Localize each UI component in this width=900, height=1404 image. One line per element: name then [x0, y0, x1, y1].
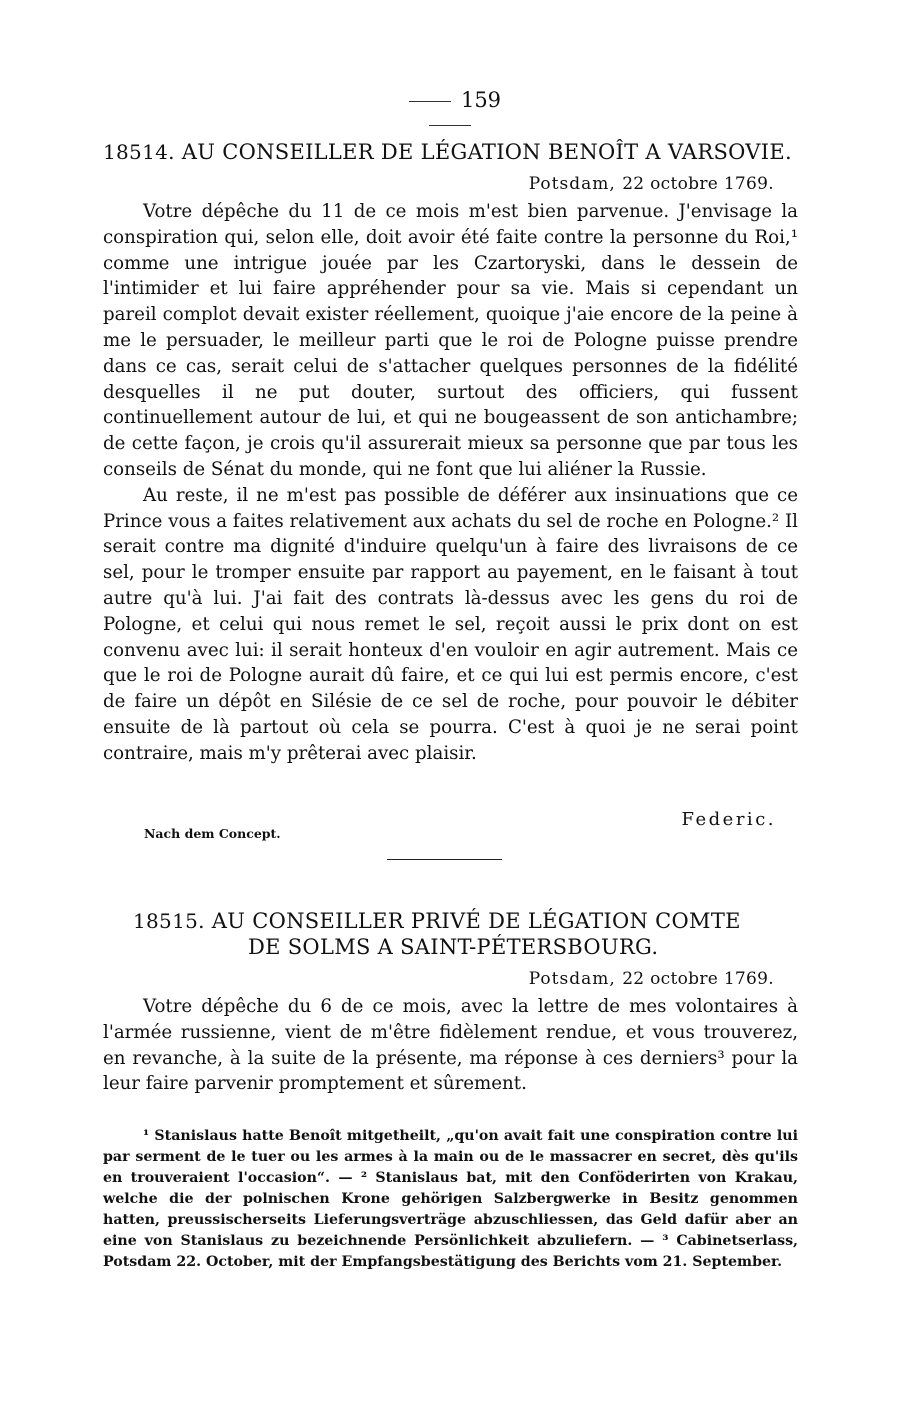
letter2-paragraph: Votre dépêche du 6 de ce mois, avec la lettre de mes volontaires à l'armée russienne, vient de m'être fidèlement rendue, et vous trouverez, en revanche, à la suite de la présente, ma réponse à ces derniers³ pour la leur faire parvenir promptement et sûrement.: [103, 996, 798, 1095]
letter1-signature: Federic.: [681, 809, 776, 830]
letter1-number: 18514.: [103, 140, 175, 164]
footnotes: [103, 1126, 798, 1273]
letter1-date-place: Potsdam,: [528, 174, 616, 194]
letter2-number: 18515.: [133, 909, 205, 933]
letter1-heading: [103, 140, 792, 164]
letter2-heading-line2: DE SOLMS A SAINT-PÉTERSBOURG.: [248, 935, 659, 959]
letter1-body: [103, 199, 798, 767]
section-divider: [387, 859, 502, 860]
letter1-source-note: Nach dem Concept.: [144, 826, 281, 841]
page-number-rule-right: [429, 125, 471, 126]
letter1-title: AU CONSEILLER DE LÉGATION BENOÎT A VARSOVIE.: [181, 140, 792, 164]
letter1-paragraph-2: Au reste, il ne m'est pas possible de déférer aux insinuations que ce Prince vous a faites relativement aux achats du sel de roche en Pologne.² Il serait contre ma dignité d'induire quelqu'un à faire des livraisons de ce sel, pour le tromper ensuite par rapport au payement, en le faisant à tout autre qu'à lui. J'ai fait des contrats là-dessus avec les gens du roi de Pologne, et celui qui nous remet le sel, reçoit aussi le prix dont on est convenu avec lui: il serait honteux d'en vouloir en agir autrement. Mais ce que le roi de Pologne aurait dû faire, et ce qui lui est permis encore, c'est de faire un dépôt en Silésie de ce sel de roche, pour pouvoir le débiter ensuite de là partout où cela se pourra. C'est à quoi je ne serai point contraire, mais m'y prêterai avec plaisir.: [103, 484, 798, 764]
letter2-title-line1: AU CONSEILLER PRIVÉ DE LÉGATION COMTE: [211, 909, 741, 933]
page-number-rule-left: [409, 101, 451, 102]
letter1-paragraph-1: Votre dépêche du 11 de ce mois m'est bien parvenue. J'envisage la conspiration qui, selon elle, doit avoir été faite contre la personne du Roi,¹ comme une intrigue jouée par les Czartoryski, dans le dessein de l'intimider et lui faire appréhender pour sa vie. Mais si cependant un pareil complot devait exister réellement, quoique j'aie encore de la peine à me le persuader, le meilleur parti que le roi de Pologne puisse prendre dans ce cas, serait celui de s'attacher quelques personnes de la fidélité desquelles il ne put douter, surtout des officiers, qui fussent continuellement autour de lui, et qui ne bougeassent de son antichambre; de cette façon, je crois qu'il assurerait mieux sa personne que par tous les conseils de Sénat du monde, qui ne font que lui aliéner la Russie.: [103, 201, 798, 480]
letter1-dateline: [529, 174, 774, 194]
page-number-text: 159: [460, 88, 502, 112]
letter2-date: 22 octobre 1769.: [622, 969, 774, 989]
page-number: [370, 88, 530, 136]
footnotes-text: ¹ Stanislaus hatte Benoît mitgetheilt, „qu'on avait fait une conspiration contre lui par serment de le tuer ou les armes à la main ou de le massacrer en secret, dès qu'ils en trouveraient l'occasion“. — ² Stanislaus bat, mit den Conföderirten von Krakau, welche die der polnischen Krone gehörigen Salzbergwerke in Besitz genommen hatten, preussischerseits Lieferungsverträge abzuschliessen, das Geld dafür aber an eine von Stanislaus zu bezeichnende Persönlichkeit abzuliefern. — ³ Cabinetserlass, Potsdam 22. October, mit der Empfangsbestätigung des Berichts vom 21. September.: [103, 1128, 798, 1270]
letter1-date: 22 octobre 1769.: [622, 174, 774, 194]
letter2-heading: [133, 909, 741, 933]
letter2-dateline: [529, 969, 774, 989]
letter2-body: [103, 994, 798, 1097]
letter2-date-place: Potsdam,: [528, 969, 616, 989]
